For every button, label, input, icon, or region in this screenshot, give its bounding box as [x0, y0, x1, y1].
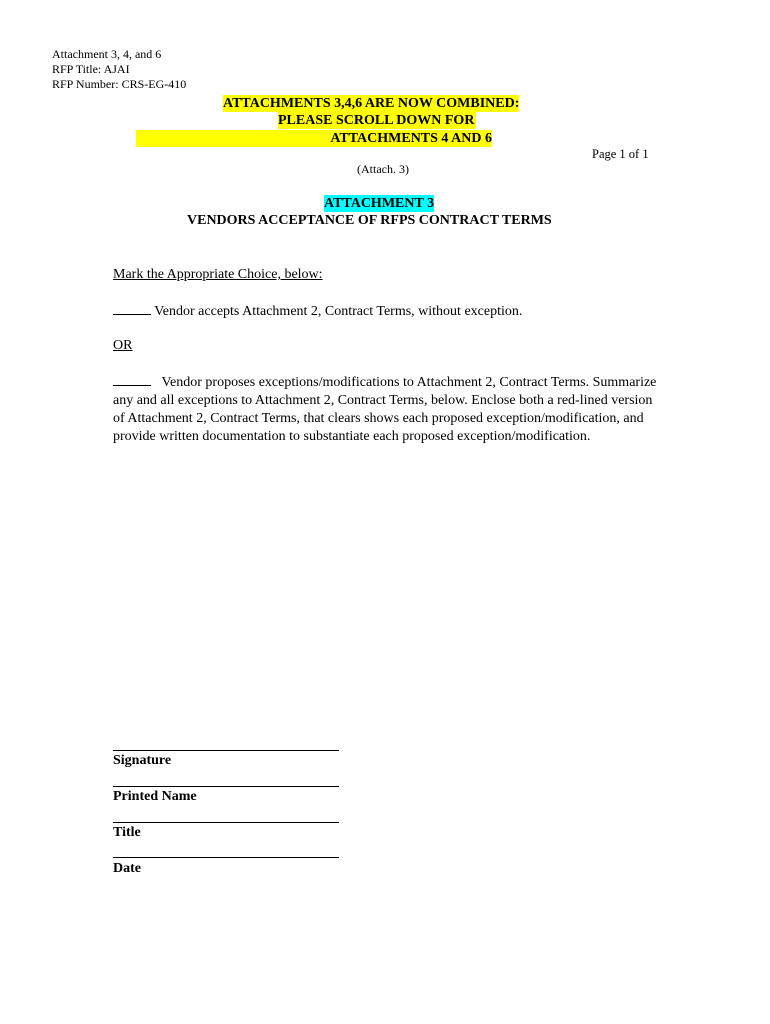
document-subtitle: VENDORS ACCEPTANCE OF RFPS CONTRACT TERMS — [187, 213, 552, 228]
page-number: Page 1 of 1 — [592, 147, 649, 161]
attachment-title: ATTACHMENT 3 — [324, 196, 435, 211]
exceptions-checkbox-blank[interactable] — [113, 373, 151, 386]
title-label: Title — [113, 825, 141, 840]
printed-name-label: Printed Name — [113, 789, 197, 804]
accept-checkbox-blank[interactable] — [113, 302, 151, 315]
banner-line-1: ATTACHMENTS 3,4,6 ARE NOW COMBINED: — [223, 96, 520, 111]
banner-line-2: PLEASE SCROLL DOWN FOR — [278, 113, 475, 128]
header-rfp-number: RFP Number: CRS-EG-410 — [52, 77, 187, 91]
title-line[interactable] — [113, 822, 339, 823]
option-exceptions-text: Vendor proposes exceptions/modifications to Attachment 2, Contract Terms. Summarize any and all exceptions to Attachment 2, Contract Terms, below. Enclose both a red-lined version of Attachment 2, Contract Terms, that clears shows each proposed exception/modification, and provide written documentation to substantiate each proposed exception/modification. — [113, 375, 657, 444]
banner-line-3: ATTACHMENTS 4 AND 6 — [136, 130, 492, 147]
date-label: Date — [113, 861, 141, 876]
option-accept — [113, 302, 522, 321]
signature-label: Signature — [113, 753, 172, 768]
option-accept-text: Vendor accepts Attachment 2, Contract Terms, without exception. — [154, 304, 523, 319]
printed-name-line[interactable] — [113, 786, 339, 787]
option-exceptions — [113, 373, 663, 446]
instruction-text: Mark the Appropriate Choice, below: — [113, 267, 323, 282]
header-attachment-line: Attachment 3, 4, and 6 — [52, 47, 162, 61]
date-line[interactable] — [113, 857, 339, 858]
or-label: OR — [113, 338, 133, 353]
attach-reference: (Attach. 3) — [357, 162, 409, 176]
signature-line[interactable] — [113, 750, 339, 751]
header-rfp-title: RFP Title: AJAI — [52, 62, 130, 76]
